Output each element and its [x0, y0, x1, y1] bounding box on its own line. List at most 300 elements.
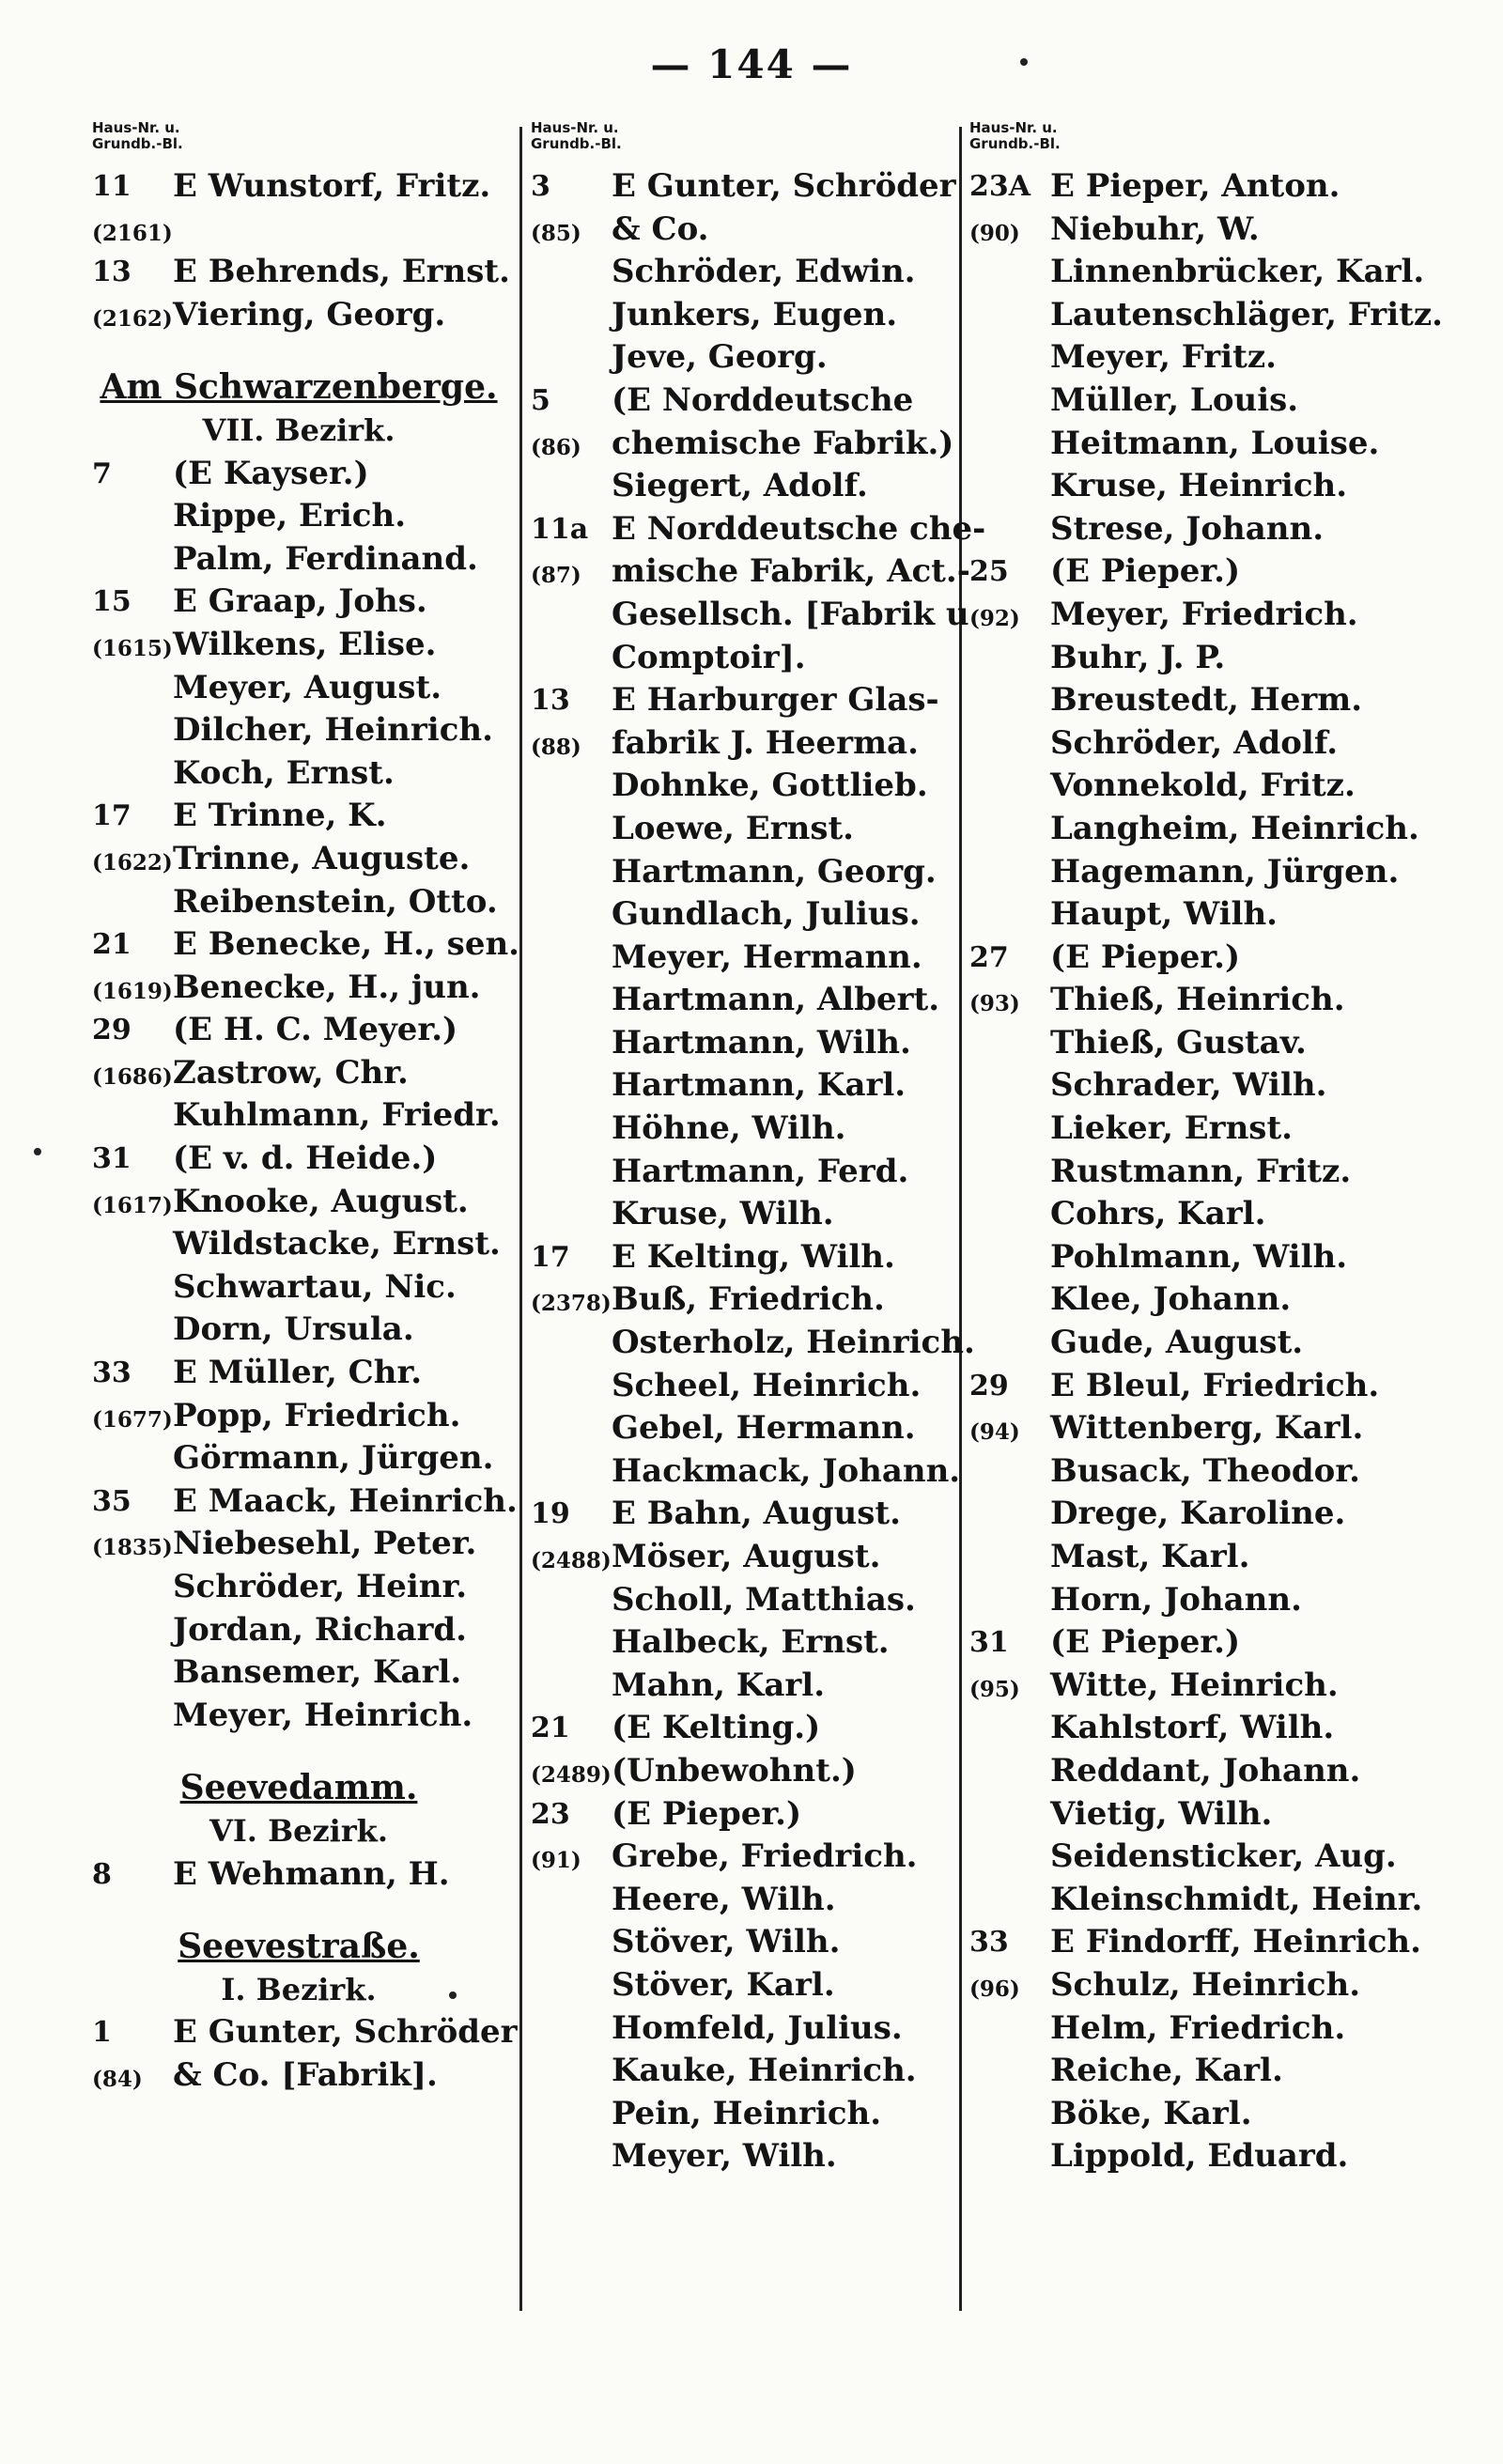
resident-name: Kruse, Wilh. [612, 1195, 834, 1233]
resident-name: Pohlmann, Wilh. [1050, 1237, 1348, 1276]
resident-name: & Co. [612, 209, 709, 248]
entry-row [531, 1450, 961, 1494]
house-number: (94) [969, 1419, 1020, 1446]
district-name: I. Bezirk. [221, 1971, 377, 2007]
entry-row [969, 1193, 1406, 1236]
entry-row [969, 251, 1425, 294]
entry-row [531, 808, 958, 851]
resident-name: Thieß, Heinrich. [1050, 981, 1345, 1019]
resident-name: Meyer, Fritz. [1050, 338, 1277, 377]
entry-row [969, 2050, 1406, 2093]
resident-name: Schröder, Adolf. [1050, 723, 1339, 762]
spacer [92, 1896, 505, 1926]
house-number: 29 [969, 1369, 1009, 1402]
entry-row [531, 1108, 958, 1151]
entry-row [969, 1579, 1406, 1622]
entry-row [531, 1879, 958, 1922]
house-number: (1615) [92, 635, 173, 661]
entry-row [969, 1151, 1406, 1194]
street-heading [92, 366, 505, 410]
print-speck [34, 1148, 41, 1155]
entry-row [92, 1094, 505, 1138]
resident-name: Lautenschläger, Fritz. [1050, 295, 1443, 333]
street-heading [92, 1926, 505, 1969]
house-number: (90) [969, 220, 1020, 246]
resident-name: Siegert, Adolf. [612, 467, 868, 505]
street-name: Seevedamm. [179, 1768, 418, 1808]
resident-name: Zastrow, Chr. [173, 1053, 409, 1092]
entry-row [969, 594, 1406, 637]
entry-row [92, 453, 505, 496]
house-number: (84) [92, 2066, 143, 2092]
resident-name: Koch, Ernst. [173, 753, 395, 792]
resident-name: Meyer, Heinrich. [173, 1696, 473, 1734]
entry-row [531, 722, 958, 766]
entry-row [92, 1309, 505, 1352]
entry-row [531, 1322, 975, 1365]
entry-row [969, 637, 1406, 680]
district-label [92, 410, 505, 453]
resident-name: Breustedt, Herm. [1050, 681, 1363, 720]
resident-name: Hartmann, Albert. [612, 981, 940, 1019]
column-header: Haus-Nr. u. Grundb.-Bl. [92, 119, 183, 152]
resident-name: (E Pieper.) [612, 1794, 802, 1833]
resident-name: Lieker, Ernst. [1050, 1109, 1293, 1148]
resident-name: Halbeck, Ernst. [612, 1623, 890, 1662]
entry-row [969, 2135, 1406, 2178]
entry-row [92, 294, 505, 337]
resident-name: Witte, Heinrich. [1050, 1666, 1339, 1704]
resident-name: Jordan, Richard. [173, 1610, 468, 1649]
resident-name: Linnenbrücker, Karl. [1050, 253, 1425, 291]
entry-row [969, 423, 1406, 466]
resident-name: Stöver, Karl. [612, 1965, 835, 2004]
house-number: 21 [531, 1712, 570, 1745]
resident-name: Hartmann, Ferd. [612, 1152, 909, 1190]
print-speck [1020, 58, 1028, 66]
entry-row [531, 294, 958, 337]
resident-name: Horn, Johann. [1050, 1580, 1302, 1619]
column-header: Haus-Nr. u. Grundb.-Bl. [969, 119, 1061, 152]
entry-row [92, 1853, 505, 1897]
house-number: 13 [92, 256, 132, 289]
entry-row [92, 709, 505, 752]
page-number: — 144 — [650, 41, 853, 87]
entry-row [969, 1793, 1406, 1836]
entry-row [969, 1536, 1406, 1579]
resident-name: Höhne, Wilh. [612, 1109, 846, 1148]
entry-row [531, 165, 958, 209]
entry-row [92, 1052, 505, 1095]
entry-row [92, 923, 520, 967]
entry-row [969, 851, 1406, 894]
spacer [92, 1737, 505, 1767]
resident-name: mische Fabrik, Act.- [612, 552, 970, 591]
resident-name: E Maack, Heinrich. [173, 1481, 518, 1520]
resident-name: (E Norddeutsche [612, 380, 914, 419]
entry-row [969, 1707, 1406, 1750]
entry-row [969, 550, 1406, 594]
resident-name: fabrik J. Heerma. [612, 723, 919, 762]
entry-row [92, 1437, 505, 1480]
entry-row [92, 1138, 505, 1181]
resident-name: Haupt, Wilh. [1050, 895, 1278, 934]
house-number: 23 [531, 1797, 570, 1831]
resident-name: Rustmann, Fritz. [1050, 1152, 1352, 1190]
resident-name: Lippold, Eduard. [1050, 2137, 1349, 2176]
entry-row [969, 336, 1406, 380]
resident-name: E Trinne, K. [173, 797, 387, 835]
resident-name: Gundlach, Julius. [612, 895, 921, 934]
resident-name: Kleinschmidt, Heinr. [1050, 1880, 1423, 1918]
entry-row [969, 2093, 1406, 2136]
district-label [92, 1810, 505, 1853]
resident-name: E Pieper, Anton. [1050, 167, 1340, 205]
resident-name: Vietig, Wilh. [1050, 1794, 1273, 1833]
entry-row [531, 1064, 958, 1108]
district-label [92, 1969, 505, 2012]
resident-name: Gude, August. [1050, 1324, 1304, 1362]
entry-row [531, 1193, 958, 1236]
entry-row [92, 538, 505, 581]
resident-name: Dilcher, Heinrich. [173, 711, 493, 750]
house-number: (2489) [531, 1761, 612, 1788]
resident-name: Niebuhr, W. [1050, 209, 1260, 248]
entry-row [92, 1695, 505, 1738]
resident-name: Cohrs, Karl. [1050, 1195, 1266, 1233]
entry-row [92, 495, 505, 538]
resident-name: Hackmack, Johann. [612, 1451, 961, 1490]
house-number: 31 [92, 1142, 132, 1176]
directory-column-2 [531, 119, 986, 2178]
resident-name: Busack, Theodor. [1050, 1451, 1360, 1490]
entry-row [969, 508, 1406, 551]
resident-name: Mahn, Karl. [612, 1666, 826, 1704]
house-number: 21 [92, 928, 132, 962]
entry-row [969, 937, 1406, 980]
resident-name: E Behrends, Ernst. [173, 253, 510, 291]
resident-name: Comptoir]. [612, 638, 806, 676]
entry-row [531, 1621, 958, 1665]
resident-name: Klee, Johann. [1050, 1280, 1292, 1319]
entry-row [969, 808, 1419, 851]
resident-name: E Harburger Glas- [612, 681, 939, 720]
resident-name: E Wehmann, H. [173, 1854, 450, 1893]
resident-name: Scholl, Matthias. [612, 1580, 916, 1619]
resident-name: (E Pieper.) [1050, 552, 1241, 591]
resident-name: Popp, Friedrich. [173, 1396, 461, 1434]
resident-name: E Norddeutsche che- [612, 509, 986, 548]
entry-row [969, 765, 1406, 808]
house-number: (85) [531, 220, 581, 246]
entry-row [531, 1750, 958, 1793]
house-number: (93) [969, 991, 1020, 1017]
resident-name: Homfeld, Julius. [612, 2008, 903, 2047]
resident-name: Schröder, Edwin. [612, 253, 916, 291]
resident-name: Osterholz, Heinrich. [612, 1324, 975, 1362]
column-rule [519, 127, 522, 2311]
resident-name: (E H. C. Meyer.) [173, 1011, 458, 1049]
entry-row [969, 1108, 1406, 1151]
entry-row [92, 1395, 505, 1438]
resident-name: Viering, Georg. [173, 295, 446, 333]
entry-row [969, 722, 1406, 766]
resident-name: Hartmann, Karl. [612, 1066, 906, 1105]
resident-name: (E Pieper.) [1050, 938, 1241, 976]
entry-row [969, 1064, 1406, 1108]
entry-row [92, 2011, 518, 2054]
house-number: (87) [531, 563, 581, 589]
resident-name: Junkers, Eugen. [612, 295, 898, 333]
resident-name: Heere, Wilh. [612, 1880, 836, 1918]
house-number: 17 [92, 799, 132, 833]
resident-name: (Unbewohnt.) [612, 1751, 857, 1790]
house-number: 11 [92, 170, 132, 203]
resident-name: Gebel, Hermann. [612, 1409, 916, 1448]
entry-row [969, 1236, 1406, 1279]
column-rule [959, 127, 962, 2311]
entry-row [531, 937, 958, 980]
entry-row [531, 1964, 958, 2007]
resident-name: Meyer, Hermann. [612, 938, 922, 976]
entry-row [969, 465, 1406, 508]
entry-row [531, 336, 958, 380]
resident-name: Strese, Johann. [1050, 509, 1325, 548]
entry-row [531, 637, 958, 680]
district-name: VI. Bezirk. [209, 1812, 388, 1849]
entry-row [531, 251, 958, 294]
entry-row [969, 1322, 1406, 1365]
resident-name: Reibenstein, Otto. [173, 882, 498, 921]
house-number: 7 [92, 457, 112, 490]
house-number: 33 [92, 1356, 132, 1390]
entry-row [531, 465, 958, 508]
resident-name: Reiche, Karl. [1050, 2052, 1283, 2090]
resident-name: E Findorff, Heinrich. [1050, 1923, 1421, 1961]
house-number: (1835) [92, 1535, 173, 1561]
entry-row [969, 2007, 1406, 2051]
resident-name: Wittenberg, Karl. [1050, 1409, 1364, 1448]
entry-row [92, 795, 505, 838]
entry-row [531, 1707, 958, 1750]
house-number: (2378) [531, 1291, 612, 1317]
resident-name: Wildstacke, Ernst. [173, 1225, 501, 1263]
entry-row [969, 1450, 1406, 1494]
resident-name: E Graap, Johs. [173, 582, 427, 621]
directory-column-1 [92, 119, 520, 2098]
entry-row [92, 1651, 505, 1695]
resident-name: Dohnke, Gottlieb. [612, 767, 928, 805]
street-heading [92, 1767, 505, 1810]
entry-row [969, 1365, 1406, 1408]
resident-name: Meyer, Friedrich. [1050, 595, 1358, 633]
house-number: (1622) [92, 849, 173, 876]
resident-name: Hartmann, Georg. [612, 852, 937, 891]
house-number: (2162) [92, 305, 173, 332]
entry-row [92, 209, 505, 252]
entry-row [92, 967, 505, 1010]
entry-row [531, 1536, 958, 1579]
entry-row [531, 851, 958, 894]
resident-name: Wilkens, Elise. [173, 625, 437, 663]
entry-row [531, 1493, 958, 1536]
district-name: VII. Bezirk. [202, 411, 395, 448]
entry-row [531, 893, 958, 937]
entry-row [969, 1879, 1423, 1922]
entry-row [531, 1151, 958, 1194]
entry-row [531, 1665, 958, 1708]
resident-name: Palm, Ferdinand. [173, 539, 478, 578]
resident-name: E Müller, Chr. [173, 1354, 423, 1392]
house-number: 17 [531, 1240, 570, 1274]
house-number: 31 [969, 1626, 1009, 1660]
resident-name: Langheim, Heinrich. [1050, 809, 1419, 847]
resident-name: Schwartau, Nic. [173, 1267, 457, 1306]
entry-row [531, 508, 986, 551]
entry-row [531, 1836, 958, 1879]
resident-name: Loewe, Ernst. [612, 809, 855, 847]
street-name: Seevestraße. [178, 1927, 420, 1967]
resident-name: Trinne, Auguste. [173, 839, 471, 877]
entry-row [969, 165, 1406, 209]
house-number: 35 [92, 1484, 132, 1518]
entry-row [92, 881, 505, 924]
resident-name: Möser, August. [612, 1538, 881, 1575]
entry-row [531, 2007, 958, 2051]
house-number: 15 [92, 585, 132, 619]
entry-row [531, 550, 970, 594]
resident-name: Vonnekold, Fritz. [1050, 767, 1356, 805]
house-number: (91) [531, 1848, 581, 1874]
entry-row [969, 294, 1443, 337]
resident-name: chemische Fabrik.) [612, 424, 954, 462]
entry-row [531, 1022, 958, 1065]
resident-name: Pein, Heinrich. [612, 2094, 882, 2132]
entry-row [92, 1480, 518, 1524]
house-number: 5 [531, 383, 550, 417]
entry-row [531, 1236, 958, 1279]
house-number: (95) [969, 1676, 1020, 1702]
entry-row [92, 1523, 505, 1566]
resident-name: Kauke, Heinrich. [612, 2052, 917, 2090]
resident-name: Heitmann, Louise. [1050, 424, 1380, 462]
entry-row [969, 1621, 1406, 1665]
resident-name: (E v. d. Heide.) [173, 1139, 438, 1178]
directory-column-3 [969, 119, 1443, 2178]
resident-name: E Gunter, Schröder [173, 2013, 518, 2052]
resident-name: Bansemer, Karl. [173, 1653, 462, 1692]
house-number: 29 [92, 1014, 132, 1047]
entry-row [531, 2050, 958, 2093]
entry-row [969, 893, 1406, 937]
resident-name: Reddant, Johann. [1050, 1751, 1361, 1790]
resident-name: Buhr, J. P. [1050, 638, 1226, 676]
entry-row [969, 1278, 1406, 1322]
entry-row [969, 1407, 1406, 1450]
resident-name: E Benecke, H., sen. [173, 925, 520, 964]
entry-row [531, 2135, 958, 2178]
resident-name: Buß, Friedrich. [612, 1280, 885, 1319]
resident-name: Kruse, Heinrich. [1050, 467, 1348, 505]
entry-row [531, 765, 958, 808]
resident-name: (E Kayser.) [173, 454, 369, 492]
house-number: 23A [969, 170, 1031, 203]
entry-row [92, 165, 505, 209]
resident-name: Gesellsch. [Fabrik u [612, 595, 969, 633]
entry-row [531, 209, 958, 252]
house-number: (2161) [92, 220, 173, 246]
resident-name: Kuhlmann, Friedr. [173, 1096, 501, 1135]
entry-row [969, 209, 1406, 252]
house-number: (1619) [92, 978, 173, 1004]
house-number: (2488) [531, 1548, 612, 1573]
street-name: Am Schwarzenberge. [100, 367, 498, 408]
house-number: (92) [969, 605, 1020, 631]
entry-row [92, 1009, 505, 1052]
resident-name: Thieß, Gustav. [1050, 1023, 1307, 1062]
house-number: (86) [531, 434, 581, 460]
resident-name: Mast, Karl. [1050, 1538, 1250, 1575]
resident-name: Knooke, August. [173, 1182, 469, 1220]
resident-name: Böke, Karl. [1050, 2094, 1252, 2132]
house-number: 19 [531, 1497, 570, 1531]
resident-name: E Gunter, Schröder [612, 167, 956, 205]
entry-row [531, 979, 958, 1022]
entry-row [531, 594, 969, 637]
entry-row [969, 679, 1406, 722]
resident-name: Meyer, August. [173, 668, 442, 706]
resident-name: (E Pieper.) [1050, 1623, 1241, 1662]
entry-row [531, 1407, 958, 1450]
house-number: (1677) [92, 1406, 173, 1433]
entry-row [92, 2054, 505, 2098]
resident-name: E Bahn, August. [612, 1495, 901, 1533]
house-number: 13 [531, 684, 570, 718]
entry-row [531, 679, 958, 722]
resident-name: Schrader, Wilh. [1050, 1066, 1327, 1105]
resident-name: Jeve, Georg. [612, 338, 828, 377]
entry-row [92, 1181, 505, 1224]
entry-row [531, 1921, 958, 1964]
resident-name: Kahlstorf, Wilh. [1050, 1709, 1335, 1747]
entry-row [969, 380, 1406, 423]
house-number: 33 [969, 1926, 1009, 1960]
house-number: 1 [92, 2016, 112, 2050]
entry-row [531, 1579, 958, 1622]
resident-name: Rippe, Erich. [173, 497, 407, 535]
resident-name: Schulz, Heinrich. [1050, 1965, 1361, 2004]
resident-name: Niebesehl, Peter. [173, 1525, 477, 1563]
spacer [92, 336, 505, 366]
entry-row [92, 1223, 505, 1266]
resident-name: Grebe, Friedrich. [612, 1837, 918, 1876]
entry-row [92, 1609, 505, 1652]
entry-row [969, 1836, 1406, 1879]
resident-name: Seidensticker, Aug. [1050, 1837, 1397, 1876]
house-number: 27 [969, 940, 1009, 974]
house-number: 25 [969, 555, 1009, 589]
resident-name: Hartmann, Wilh. [612, 1023, 911, 1062]
resident-name: Schröder, Heinr. [173, 1568, 468, 1605]
entry-row [531, 1365, 958, 1408]
house-number: 11a [531, 512, 589, 546]
house-number: (1686) [92, 1063, 173, 1090]
entry-row [531, 1278, 958, 1322]
entry-row [92, 1352, 505, 1395]
resident-name: Scheel, Heinrich. [612, 1366, 922, 1404]
entry-row [92, 1266, 505, 1309]
entry-row [531, 423, 958, 466]
